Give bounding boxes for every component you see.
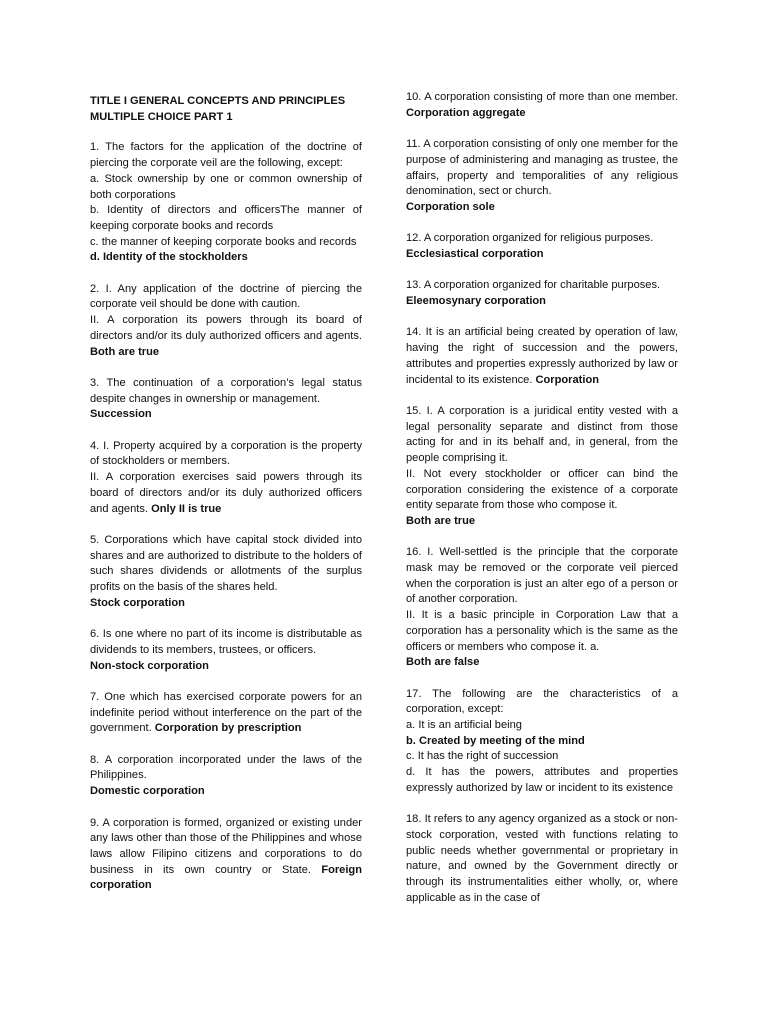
- question-text: [406, 812, 678, 906]
- question-text: [406, 278, 678, 294]
- answer-label: Only II is true: [151, 502, 222, 515]
- text-segment: 5. Corporations which have capital stock divided into shares and are authorized to distribute to the holders of such shares dividends or allotments of the surplus profits on the basis of the shares held.: [90, 533, 362, 594]
- question-item: [90, 533, 362, 612]
- answer-text: [90, 659, 362, 675]
- left-column: [90, 90, 362, 910]
- text-segment: a. It is an artificial being: [406, 719, 522, 732]
- question-text: [90, 203, 362, 234]
- answer-text: [406, 294, 678, 310]
- answer-label: Corporation by prescription: [154, 722, 302, 735]
- answer-text: [406, 247, 678, 263]
- answer-text: [406, 514, 678, 530]
- subtitle-line: MULTIPLE CHOICE PART 1: [90, 110, 233, 123]
- text-segment: c. It has the right of succession: [406, 750, 559, 763]
- right-column: [406, 90, 678, 922]
- document-title: [90, 94, 362, 125]
- question-text: [406, 467, 678, 514]
- question-text: [90, 816, 362, 895]
- question-item: [406, 687, 678, 797]
- text-segment: 13. A corporation organized for charitable purposes.: [406, 279, 661, 292]
- question-item: [406, 231, 678, 262]
- question-text: [406, 749, 678, 765]
- question-item: [90, 627, 362, 674]
- question-item: [406, 90, 678, 121]
- left-question-list: [90, 140, 362, 894]
- text-segment: 6. Is one where no part of its income is distributable as dividends to its members, trustees, or officers.: [90, 628, 362, 656]
- answer-label: b. Created by meeting of the mind: [406, 734, 585, 747]
- answer-label: Foreign corporation: [90, 863, 362, 892]
- answer-text: [90, 407, 362, 423]
- text-segment: 14. It is an artificial being created by operation of law, having the right of succession and the powers, attributes and properties expressly authorized by law or incidental to its existence.: [406, 326, 678, 386]
- answer-label: Both are false: [406, 656, 480, 669]
- question-text: [90, 172, 362, 203]
- right-question-list: [406, 90, 678, 906]
- answer-label: Both are true: [406, 514, 476, 527]
- question-text: [406, 325, 678, 388]
- question-text: [90, 140, 362, 171]
- question-item: [90, 816, 362, 895]
- question-text: [406, 765, 678, 796]
- question-text: [90, 753, 362, 784]
- answer-text: [90, 596, 362, 612]
- text-segment: 1. The factors for the application of the doctrine of piercing the corporate veil are the following, except:: [90, 141, 362, 170]
- question-text: [90, 282, 362, 313]
- answer-label: Eleemosynary corporation: [406, 295, 546, 308]
- question-text: [406, 545, 678, 608]
- question-item: [406, 404, 678, 530]
- answer-text: [90, 784, 362, 800]
- text-segment: 9. A corporation is formed, organized or existing under any laws other than those of the Philippines and whose laws allow Filipino citizens and corporations to do business in its own country or State.: [90, 816, 362, 876]
- answer-label: Ecclesiastical corporation: [406, 248, 544, 260]
- text-segment: 11. A corporation consisting of only one member for the purpose of administering and managing as trustee, the affairs, property and temporalities of any religious denomination, sect or church.: [406, 138, 678, 198]
- answer-label: Succession: [90, 408, 152, 421]
- question-item: [90, 753, 362, 800]
- text-segment: 18. It refers to any agency organized as a stock or non-stock corporation, vested with functions relating to public needs whether governmental or proprietary in nature, and owned by the Government directly or through its instrumentalities either wholly, or, where applicable as in the case of: [406, 813, 678, 904]
- question-item: [406, 278, 678, 309]
- text-segment: 17. The following are the characteristics of a corporation, except:: [406, 687, 678, 716]
- question-text: [406, 687, 678, 718]
- question-text: [90, 470, 362, 517]
- answer-label: Corporation: [535, 373, 599, 386]
- question-item: [406, 545, 678, 671]
- answer-text: [406, 734, 678, 750]
- text-segment: 15. I. A corporation is a juridical entity vested with a legal personality separate and distinct from those acting for and in its behalf and, in general, from the people comprising it.: [406, 404, 678, 465]
- answer-label: Non-stock corporation: [90, 659, 209, 672]
- question-item: [406, 137, 678, 216]
- text-segment: II. Not every stockholder or officer can bind the corporation considering the existence of a corporate entity separate from those who compose it.: [406, 467, 678, 512]
- question-text: [406, 90, 678, 121]
- text-segment: 3. The continuation of a corporation’s legal status despite changes in ownership or management.: [90, 376, 362, 405]
- question-item: [406, 812, 678, 906]
- answer-text: [406, 200, 678, 216]
- question-text: [90, 313, 362, 360]
- text-segment: d. It has the powers, attributes and properties expressly authorized by law or incident to its existence: [406, 766, 678, 794]
- answer-label: Stock corporation: [90, 596, 185, 609]
- question-text: [406, 718, 678, 734]
- title-line: TITLE I GENERAL CONCEPTS AND PRINCIPLES: [90, 95, 346, 107]
- question-item: [90, 439, 362, 518]
- text-segment: 4. I. Property acquired by a corporation is the property of stockholders or members.: [90, 439, 362, 468]
- question-text: [90, 533, 362, 596]
- text-segment: 10. A corporation consisting of more than one member.: [406, 91, 678, 103]
- question-text: [90, 627, 362, 658]
- text-segment: 7. One which has exercised corporate powers for an indefinite period without interference on the part of the government.: [90, 690, 362, 735]
- question-text: [90, 376, 362, 407]
- question-text: [406, 137, 678, 200]
- question-item: [90, 140, 362, 266]
- answer-label: Corporation sole: [406, 200, 495, 213]
- text-segment: 16. I. Well-settled is the principle that the corporate mask may be removed or the corporate veil pierced when the corporation is just an alter ego of a person or of another corporation.: [406, 546, 678, 606]
- text-segment: c. the manner of keeping corporate books and records: [90, 235, 357, 248]
- question-text: [406, 231, 678, 247]
- answer-label: Both are true: [90, 345, 160, 358]
- question-item: [406, 325, 678, 388]
- question-item: [90, 376, 362, 423]
- text-segment: II. A corporation exercises said powers through its board of directors and/or its duly authorized officers and agents.: [90, 471, 362, 515]
- question-text: [90, 235, 362, 251]
- question-text: [90, 439, 362, 470]
- text-segment: 2. I. Any application of the doctrine of piercing the corporate veil should be done with caution.: [90, 282, 362, 311]
- text-segment: II. It is a basic principle in Corporation Law that a corporation has a personality which is the same as the officers or members who compose it. a.: [406, 609, 678, 653]
- answer-label: Domestic corporation: [90, 785, 205, 798]
- answer-text: [90, 250, 362, 266]
- question-item: [90, 690, 362, 737]
- text-segment: a. Stock ownership by one or common ownership of both corporations: [90, 172, 362, 201]
- question-item: [90, 282, 362, 361]
- question-text: [406, 404, 678, 467]
- text-segment: II. A corporation its powers through its board of directors and/or its duly authorized officers and agents.: [90, 314, 362, 342]
- answer-label: Corporation aggregate: [406, 106, 526, 119]
- question-text: [406, 608, 678, 655]
- text-segment: 8. A corporation incorporated under the laws of the Philippines.: [90, 753, 362, 782]
- text-segment: b. Identity of directors and officersThe manner of keeping corporate books and records: [90, 204, 362, 232]
- question-text: [90, 690, 362, 737]
- answer-label: d. Identity of the stockholders: [90, 251, 248, 264]
- text-segment: 12. A corporation organized for religious purposes.: [406, 232, 654, 245]
- answer-text: [406, 655, 678, 671]
